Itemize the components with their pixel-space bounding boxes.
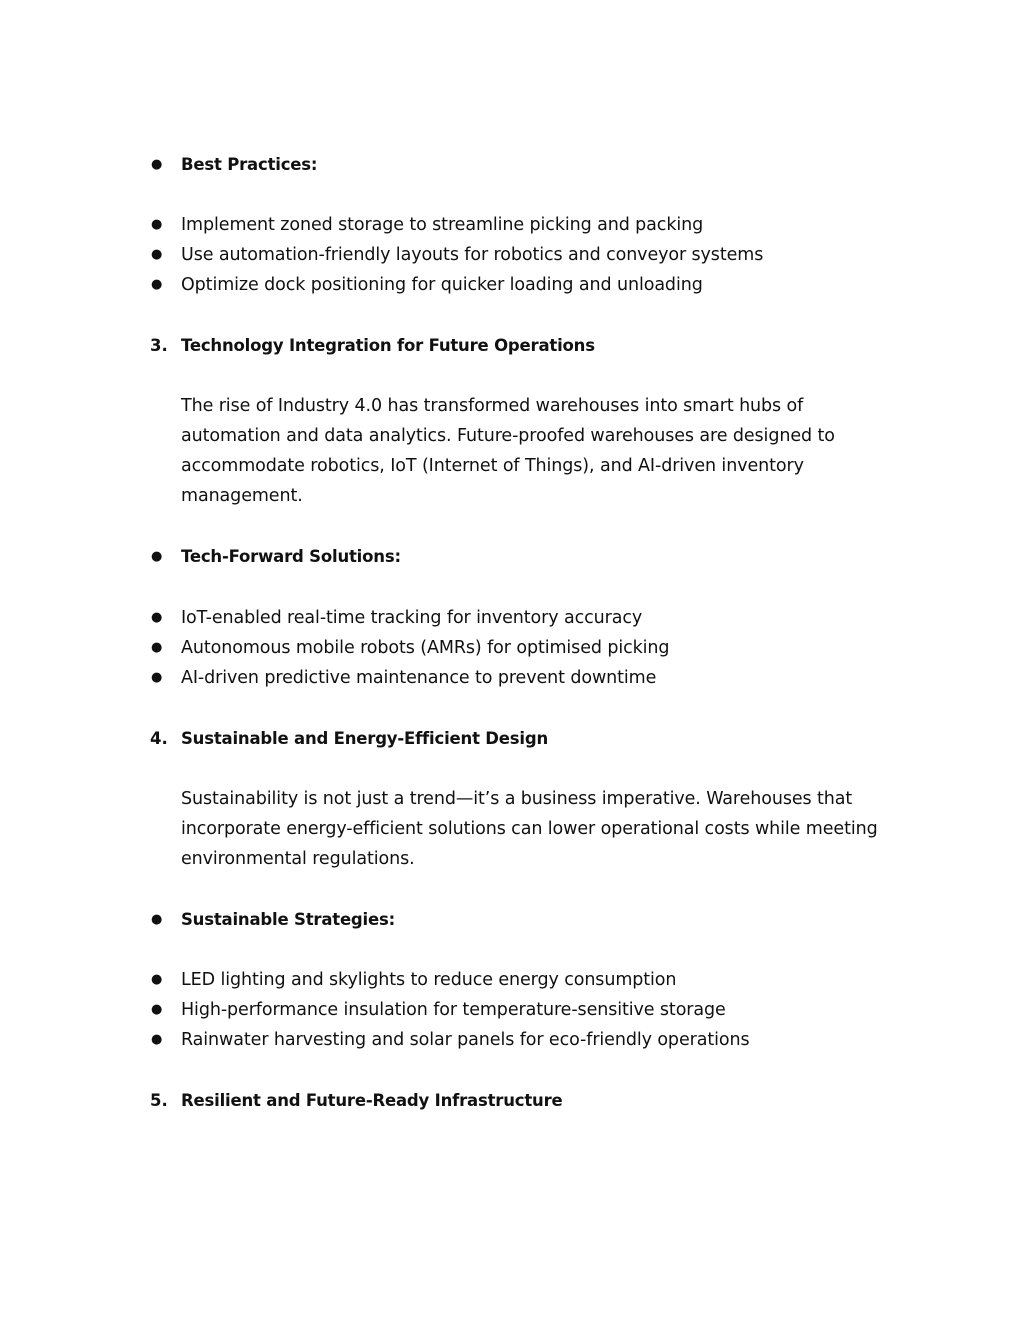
- section-number: 4.: [150, 729, 168, 748]
- bullet-marker: ●: [151, 217, 163, 232]
- paragraph-line: environmental regulations.: [181, 849, 415, 869]
- paragraph-line: incorporate energy-efficient solutions can lower operational costs while meeting: [181, 819, 878, 839]
- section-number: 3.: [150, 336, 168, 355]
- list-item: Autonomous mobile robots (AMRs) for optimised picking: [181, 638, 670, 658]
- bullet-marker: ●: [151, 640, 163, 655]
- paragraph-line: The rise of Industry 4.0 has transformed warehouses into smart hubs of: [181, 396, 804, 416]
- list-item: Implement zoned storage to streamline picking and packing: [181, 215, 704, 235]
- bullet-heading-tech-forward-solutions: Tech-Forward Solutions:: [181, 547, 401, 566]
- bullet-heading-best-practices: Best Practices:: [181, 155, 318, 174]
- paragraph-line: Sustainability is not just a trend—it’s a business imperative. Warehouses that: [181, 789, 853, 809]
- bullet-heading-sustainable-strategies: Sustainable Strategies:: [181, 910, 396, 929]
- list-item: IoT-enabled real-time tracking for inventory accuracy: [181, 608, 643, 628]
- bullet-marker: ●: [151, 972, 163, 987]
- list-item: AI-driven predictive maintenance to prevent downtime: [181, 668, 657, 688]
- bullet-marker: ●: [151, 157, 163, 172]
- list-item: Optimize dock positioning for quicker loading and unloading: [181, 275, 703, 295]
- bullet-marker: ●: [151, 670, 163, 685]
- section-heading-sustainable-design: Sustainable and Energy-Efficient Design: [181, 729, 549, 748]
- section-number: 5.: [150, 1091, 168, 1110]
- bullet-marker: ●: [151, 912, 163, 927]
- bullet-marker: ●: [151, 1032, 163, 1047]
- bullet-marker: ●: [151, 277, 163, 292]
- list-item: LED lighting and skylights to reduce energy consumption: [181, 970, 677, 990]
- list-item: Use automation-friendly layouts for robotics and conveyor systems: [181, 245, 764, 265]
- list-item: High-performance insulation for temperature-sensitive storage: [181, 1000, 726, 1020]
- bullet-marker: ●: [151, 610, 163, 625]
- section-heading-technology-integration: Technology Integration for Future Operations: [181, 336, 595, 355]
- bullet-marker: ●: [151, 247, 163, 262]
- section-heading-resilient-infrastructure: Resilient and Future-Ready Infrastructure: [181, 1091, 563, 1110]
- paragraph-line: accommodate robotics, IoT (Internet of Things), and AI-driven inventory: [181, 456, 804, 476]
- bullet-marker: ●: [151, 549, 163, 564]
- list-item: Rainwater harvesting and solar panels for eco-friendly operations: [181, 1030, 750, 1050]
- paragraph-line: management.: [181, 486, 303, 506]
- paragraph-line: automation and data analytics. Future-proofed warehouses are designed to: [181, 426, 835, 446]
- bullet-marker: ●: [151, 1002, 163, 1017]
